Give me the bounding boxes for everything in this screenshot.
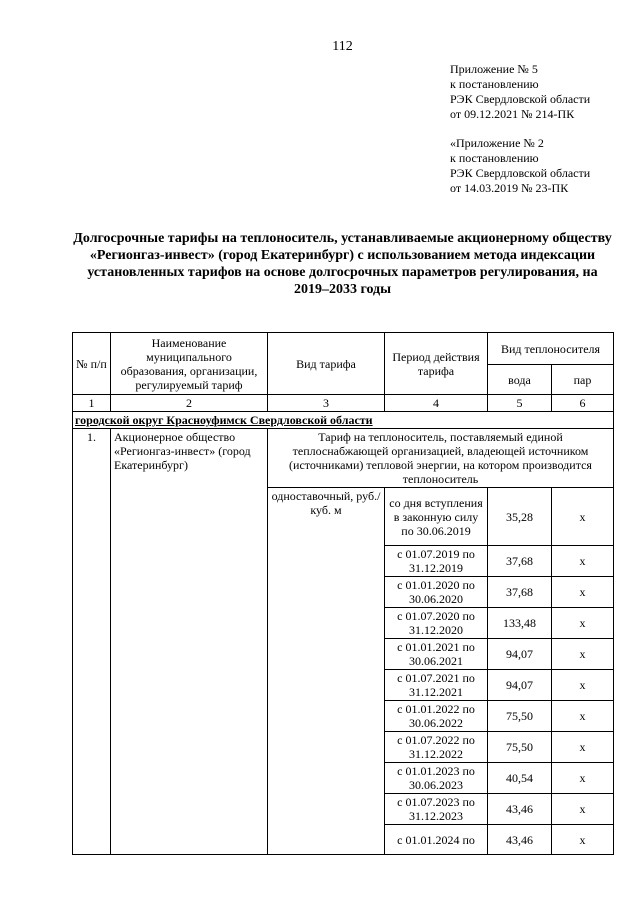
row-steam: х [552, 488, 614, 546]
row-steam: х [552, 701, 614, 732]
page-number: 112 [332, 39, 353, 54]
appendix-line: РЭК Свердловской области [450, 92, 591, 106]
row-water: 37,68 [488, 577, 552, 608]
appendix-current [450, 62, 590, 122]
row-steam: х [552, 546, 614, 577]
row-water: 43,46 [488, 794, 552, 825]
column-number: 3 [268, 395, 385, 412]
row-steam: х [552, 577, 614, 608]
row-period: с 01.01.2022 по 30.06.2022 [385, 701, 488, 732]
row-period: с 01.07.2020 по 31.12.2020 [385, 608, 488, 639]
row-period: с 01.01.2023 по 30.06.2023 [385, 763, 488, 794]
row-steam: х [552, 825, 614, 855]
header-water: вода [488, 365, 552, 395]
region-row: городской округ Красноуфимск Свердловской области [73, 412, 614, 429]
row-steam: х [552, 732, 614, 763]
row-period: со дня вступления в законную силу по 30.06.2019 [385, 488, 488, 546]
row-water: 94,07 [488, 639, 552, 670]
row-water: 37,68 [488, 546, 552, 577]
document-title: Долгосрочные тарифы на теплоноситель, устанавливаемые акционерному обществу «Регионгаз-инвест» (город Екатеринбург) с использованием метода индексации установленных тарифов на основе долгосрочных параметров регулирования, на 2019–2033 годы [73, 231, 612, 297]
header-num: № п/п [73, 333, 111, 395]
row-period: с 01.07.2023 по 31.12.2023 [385, 794, 488, 825]
appendix-line: «Приложение № 2 [450, 136, 544, 150]
row-steam: х [552, 608, 614, 639]
header-type: Вид тарифа [268, 333, 385, 395]
row-steam: х [552, 639, 614, 670]
row-water: 75,50 [488, 732, 552, 763]
header-name: Наименование муниципального образования, организации, регулируемый тариф [111, 333, 268, 395]
row-water: 43,46 [488, 825, 552, 855]
row-period: с 01.07.2019 по 31.12.2019 [385, 546, 488, 577]
appendix-line: РЭК Свердловской области [450, 166, 591, 180]
header-steam: пар [552, 365, 614, 395]
org-name: Акционерное общество «Регионгаз-инвест» (город Екатеринбург) [111, 429, 268, 855]
row-steam: х [552, 763, 614, 794]
row-water: 35,28 [488, 488, 552, 546]
column-number: 4 [385, 395, 488, 412]
row-steam: х [552, 794, 614, 825]
appendix-previous [450, 136, 590, 196]
row-period: с 01.07.2021 по 31.12.2021 [385, 670, 488, 701]
column-number: 2 [111, 395, 268, 412]
row-period: с 01.01.2024 по [385, 825, 488, 855]
org-number: 1. [73, 429, 111, 855]
column-number: 1 [73, 395, 111, 412]
appendix-line: от 09.12.2021 № 214-ПК [450, 107, 575, 121]
row-water: 40,54 [488, 763, 552, 794]
row-water: 133,48 [488, 608, 552, 639]
appendix-line: от 14.03.2019 № 23-ПК [450, 181, 569, 195]
header-period: Период действия тарифа [385, 333, 488, 395]
row-period: с 01.01.2020 по 30.06.2020 [385, 577, 488, 608]
tariff-table [72, 332, 614, 855]
tariff-type: одноставочный, руб./куб. м [268, 488, 385, 855]
row-water: 94,07 [488, 670, 552, 701]
appendix-line: к постановлению [450, 151, 539, 165]
appendix-line: Приложение № 5 [450, 62, 538, 76]
header-carrier: Вид теплоносителя [488, 333, 614, 365]
row-period: с 01.01.2021 по 30.06.2021 [385, 639, 488, 670]
row-water: 75,50 [488, 701, 552, 732]
tariff-description: Тариф на теплоноситель, поставляемый единой теплоснабжающей организацией, владеющей источником (источниками) тепловой энергии, на котором производится теплоноситель [268, 429, 614, 488]
column-number: 5 [488, 395, 552, 412]
column-number: 6 [552, 395, 614, 412]
appendix-line: к постановлению [450, 77, 539, 91]
row-period: с 01.07.2022 по 31.12.2022 [385, 732, 488, 763]
row-steam: х [552, 670, 614, 701]
